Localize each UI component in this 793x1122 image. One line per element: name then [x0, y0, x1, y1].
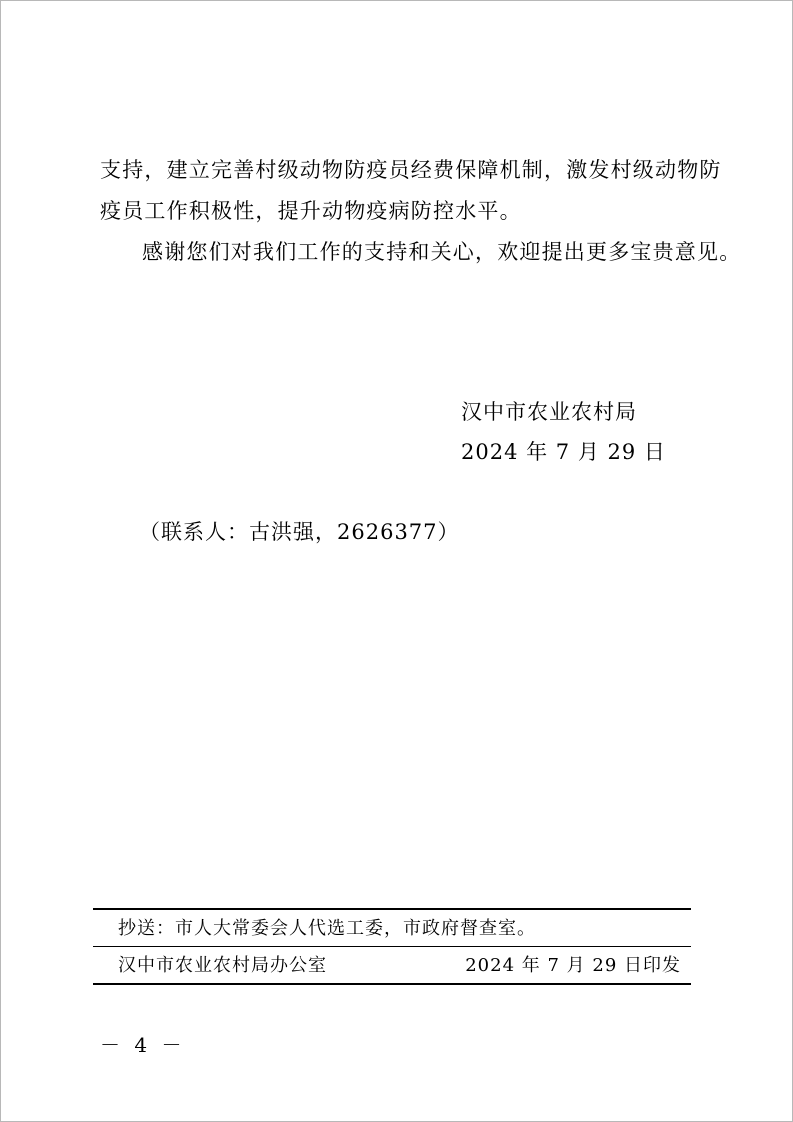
- issue-date: 2024 年 7 月 29 日印发: [465, 955, 681, 976]
- signing-organization: 汉中市农业农村局: [461, 400, 637, 424]
- letter-body: [100, 150, 742, 273]
- cc-recipients: 抄送：市人大常委会人代选工委，市政府督查室。: [118, 918, 536, 939]
- body-paragraph-line: 疫员工作积极性，提升动物疫病防控水平。: [100, 199, 522, 223]
- contact-info: （联系人：古洪强，2626377）: [139, 520, 460, 544]
- footer-middle-rule: [93, 946, 691, 947]
- footer-bottom-rule: [93, 983, 691, 985]
- body-paragraph-line: 支持，建立完善村级动物防疫员经费保障机制，激发村级动物防: [100, 158, 722, 182]
- page-number: － 4 －: [100, 1033, 186, 1057]
- thanks-paragraph: 感谢您们对我们工作的支持和关心，欢迎提出更多宝贵意见。: [142, 240, 742, 264]
- signature-block: [461, 392, 666, 472]
- issuing-office: 汉中市农业农村局办公室: [118, 955, 327, 976]
- footer-top-rule: [93, 908, 691, 910]
- signing-date: 2024 年 7 月 29 日: [461, 440, 666, 464]
